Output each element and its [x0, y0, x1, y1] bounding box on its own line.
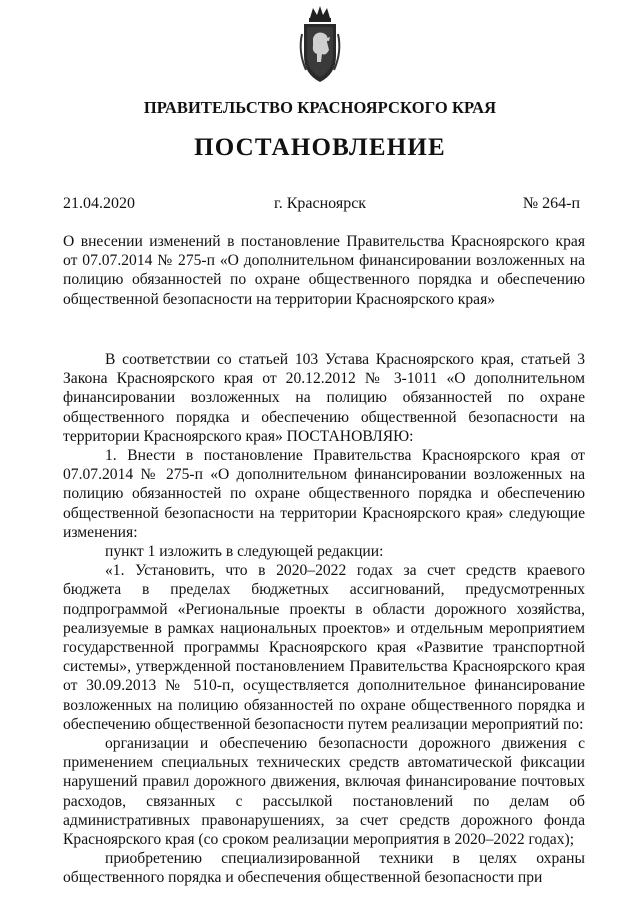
document-body: [63, 350, 585, 888]
document-number: № 264-п: [522, 195, 580, 212]
document-date: 21.04.2020: [63, 195, 135, 212]
paragraph-preamble: В соответствии со статьей 103 Устава Красноярского края, статьей 3 Закона Красноярского края от 20.12.2012 № 3-1011 «О дополнительном финансировании возложенных на полицию обязанностей по охране общественного порядка и обеспечению общественной безопасности на территории Красноярского края» ПОСТАНОВЛЯЮ:: [63, 351, 585, 445]
krasnoyarsk-coat-of-arms-icon: [296, 4, 344, 84]
paragraph-new-clause-1: «1. Установить, что в 2020–2022 годах за счет средств краевого бюджета в пределах бюджетных ассигнований, предусмотренных подпрограммой «Региональные проекты в области дорожного хозяйства, реализуемые в рамках национальных проектов» и отдельным мероприятием государственной программы Красноярского края «Развитие транспортной системы», утвержденной постановлением Правительства Красноярского края от 30.09.2013 № 510-п, осуществляется дополнительное финансирование возложенных на полицию обязанностей по охране общественного порядка и обеспечению общественной безопасности путем реализации мероприятий по:: [63, 562, 585, 733]
document-city: г. Красноярск: [273, 195, 367, 212]
paragraph-equipment: приобретению специализированной техники в целях охраны общественного порядка и обеспечения общественной безопасности при: [63, 850, 585, 887]
document-title: [63, 232, 585, 309]
paragraph-amendment-intro: пункт 1 изложить в следующей редакции:: [105, 543, 384, 561]
paragraph-road-safety: организации и обеспечению безопасности дорожного движения с применением специальных технических средств автоматической фиксации нарушений правил дорожного движения, включая финансирование почтовых расходов, связанных с рассылкой постановлений по делам об административных правонарушениях, за счет средств дорожного фонда Красноярского края (со сроком реализации мероприятия в 2020–2022 годах);: [63, 735, 585, 849]
document-type: ПОСТАНОВЛЕНИЕ: [194, 134, 446, 161]
organization-name: ПРАВИТЕЛЬСТВО КРАСНОЯРСКОГО КРАЯ: [143, 98, 497, 117]
title-text: О внесении изменений в постановление Правительства Красноярского края от 07.07.2014 № 275-п «О дополнительном финансировании возложенных на полицию обязанностей по охране общественного порядка и обеспечению общественной безопасности на территории Красноярского края»: [63, 233, 585, 308]
paragraph-clause-1: 1. Внести в постановление Правительства Красноярского края от 07.07.2014 № 275-п «О дополнительном финансировании возложенных на полицию обязанностей по охране общественного порядка и обеспечению общественной безопасности на территории Красноярского края» следующие изменения:: [63, 447, 585, 541]
